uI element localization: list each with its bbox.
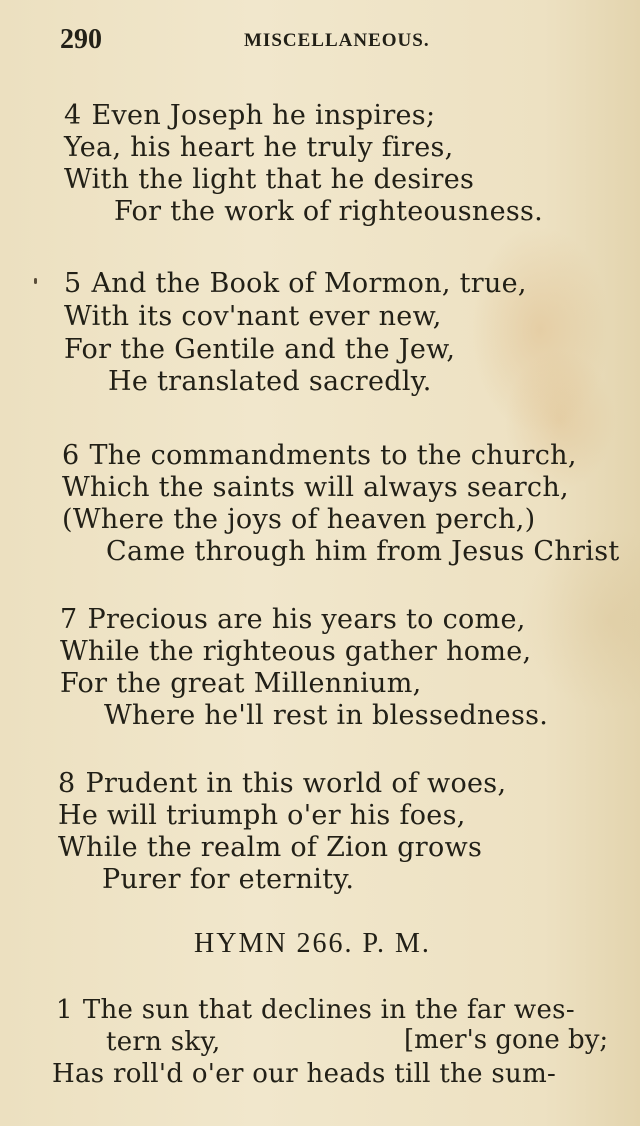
running-head: MISCELLANEOUS. xyxy=(244,30,430,51)
ink-speck xyxy=(34,278,37,284)
stanza-line xyxy=(64,268,527,300)
stanza-line: (Where the joys of heaven perch,) xyxy=(62,504,536,535)
verse-text: Prudent in this world of woes, xyxy=(85,768,507,799)
stanza-line: With the light that he desires xyxy=(64,164,475,195)
page-header xyxy=(60,22,460,58)
hymn-title: HYMN 266. P. M. xyxy=(194,928,431,959)
stanza-line xyxy=(60,604,526,636)
verse-text: Precious are his years to come, xyxy=(87,604,526,635)
verse-text: The commandments to the church, xyxy=(89,440,577,471)
stanza-line: Where he'll rest in blessedness. xyxy=(104,700,549,731)
stanza-line xyxy=(62,440,577,472)
verse-number: 6 xyxy=(62,440,80,471)
verse-number: 8 xyxy=(58,768,76,799)
verse-text: Even Joseph he inspires; xyxy=(91,100,436,131)
stanza-line: tern sky, xyxy=(106,1027,221,1057)
verse-number: 5 xyxy=(64,268,82,299)
stanza-line: Came through him from Jesus Christ xyxy=(106,536,620,567)
stanza-line: While the righteous gather home, xyxy=(60,636,532,667)
turnover-line: [mer's gone by; xyxy=(404,1025,609,1055)
stanza-line: While the realm of Zion grows xyxy=(58,832,483,863)
stanza-line: With its cov'nant ever new, xyxy=(64,301,442,332)
stanza-line: Purer for eternity. xyxy=(102,864,355,895)
stanza-line: For the great Millennium, xyxy=(60,668,422,699)
stanza-line: Has roll'd o'er our heads till the sum- xyxy=(52,1059,557,1089)
stanza-line xyxy=(64,100,435,132)
stanza-line: For the Gentile and the Jew, xyxy=(64,334,456,365)
verse-number: 4 xyxy=(64,100,82,131)
stanza-line: He will triumph o'er his foes, xyxy=(58,800,466,831)
verse-text: And the Book of Mormon, true, xyxy=(91,268,527,299)
stanza-line xyxy=(56,994,575,1026)
stanza-line: He translated sacredly. xyxy=(108,366,432,397)
stanza-line: For the work of righteousness. xyxy=(114,196,544,227)
verse-text: The sun that declines in the far wes- xyxy=(82,995,575,1025)
stanza-line: Which the saints will always search, xyxy=(62,472,569,503)
verse-number: 1 xyxy=(56,995,73,1025)
page-number: 290 xyxy=(60,24,102,55)
stanza-line xyxy=(58,768,506,800)
stanza-line: Yea, his heart he truly fires, xyxy=(64,132,454,163)
verse-number: 7 xyxy=(60,604,78,635)
